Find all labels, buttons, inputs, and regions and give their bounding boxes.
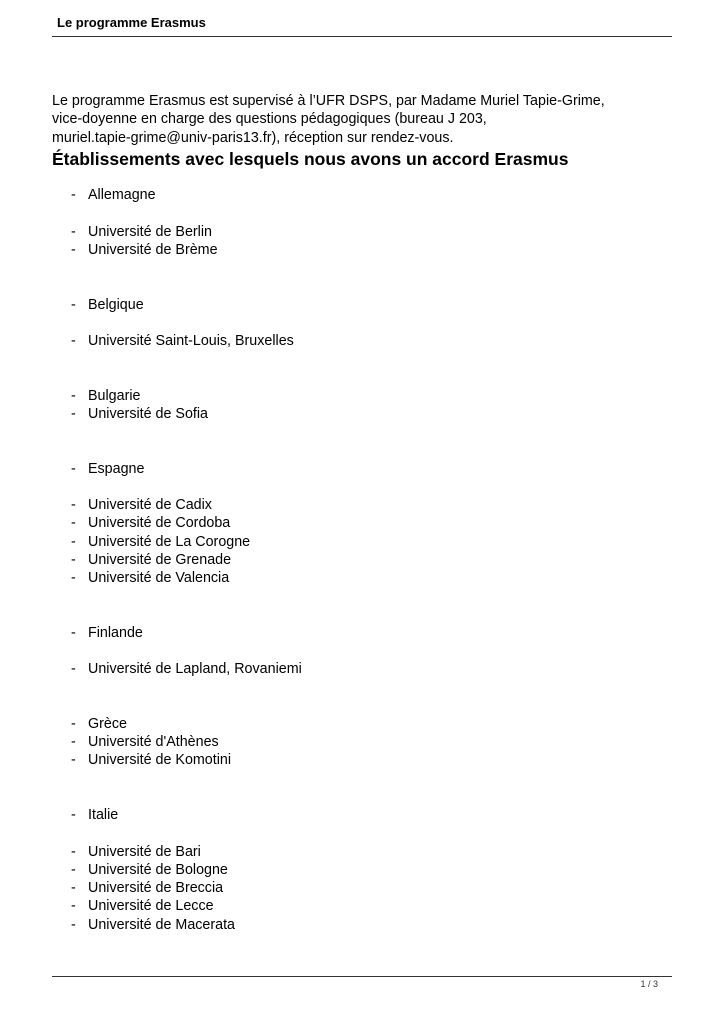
list-item-label: Bulgarie xyxy=(88,388,141,404)
list-bullet: - xyxy=(71,552,76,568)
list-item-label: Université de Bari xyxy=(88,844,201,860)
list-bullet: - xyxy=(71,862,76,878)
list-bullet: - xyxy=(71,187,76,203)
list-bullet: - xyxy=(71,333,76,349)
list-item-label: Université de Macerata xyxy=(88,917,236,933)
list-bullet: - xyxy=(71,625,76,641)
list-bullet: - xyxy=(71,844,76,860)
list-item-label: Université de Brème xyxy=(88,242,218,258)
list-item-label: Finlande xyxy=(88,625,143,641)
list-item-label: Université de Grenade xyxy=(88,552,232,568)
list-bullet: - xyxy=(71,752,76,768)
list-item-label: Université de Komotini xyxy=(88,752,232,768)
list-bullet: - xyxy=(71,807,76,823)
list-item-label: Université d'Athènes xyxy=(88,734,219,750)
list-item-label: Université de Lapland, Rovaniemi xyxy=(88,661,302,677)
list-item-label: Université Saint-Louis, Bruxelles xyxy=(88,333,294,349)
list-item-label: Italie xyxy=(88,807,119,823)
list-bullet: - xyxy=(71,297,76,313)
intro-line: vice-doyenne en charge des questions pédagogiques (bureau J 203, xyxy=(52,111,487,128)
list-bullet: - xyxy=(71,515,76,531)
list-item-label: Université de Cadix xyxy=(88,497,212,513)
list-bullet: - xyxy=(71,880,76,896)
footer-divider xyxy=(52,976,672,977)
list-item-label: Université de Valencia xyxy=(88,570,230,586)
list-bullet: - xyxy=(71,917,76,933)
list-bullet: - xyxy=(71,534,76,550)
list-item-label: Université de Sofia xyxy=(88,406,208,422)
page-header-title: Le programme Erasmus xyxy=(57,15,206,30)
intro-paragraph xyxy=(52,92,672,147)
list-bullet: - xyxy=(71,242,76,258)
list-bullet: - xyxy=(71,734,76,750)
page-number: 1 / 3 xyxy=(640,979,658,989)
list-item-label: Université de Cordoba xyxy=(88,515,231,531)
list-bullet: - xyxy=(71,898,76,914)
list-item-label: Université de La Corogne xyxy=(88,534,251,550)
list-item-label: Allemagne xyxy=(88,187,156,203)
list-bullet: - xyxy=(71,224,76,240)
intro-line: muriel.tapie-grime@univ-paris13.fr), réception sur rendez-vous. xyxy=(52,129,454,146)
list-bullet: - xyxy=(71,461,76,477)
list-item-label: Grèce xyxy=(88,716,127,732)
header-divider xyxy=(52,36,672,37)
list-item-label: Université de Berlin xyxy=(88,224,212,240)
section-heading: Établissements avec lesquels nous avons un accord Erasmus xyxy=(52,149,569,169)
list-item-label: Université de Breccia xyxy=(88,880,224,896)
list-item-label: Université de Bologne xyxy=(88,862,228,878)
list-bullet: - xyxy=(71,716,76,732)
list-item-label: Université de Lecce xyxy=(88,898,214,914)
list-bullet: - xyxy=(71,661,76,677)
list-bullet: - xyxy=(71,570,76,586)
list-bullet: - xyxy=(71,406,76,422)
list-bullet: - xyxy=(71,497,76,513)
intro-line: Le programme Erasmus est supervisé à l’UFR DSPS, par Madame Muriel Tapie-Grime, xyxy=(52,93,605,109)
list-item-label: Belgique xyxy=(88,297,144,313)
list-bullet: - xyxy=(71,388,76,404)
list-item-label: Espagne xyxy=(88,461,145,477)
